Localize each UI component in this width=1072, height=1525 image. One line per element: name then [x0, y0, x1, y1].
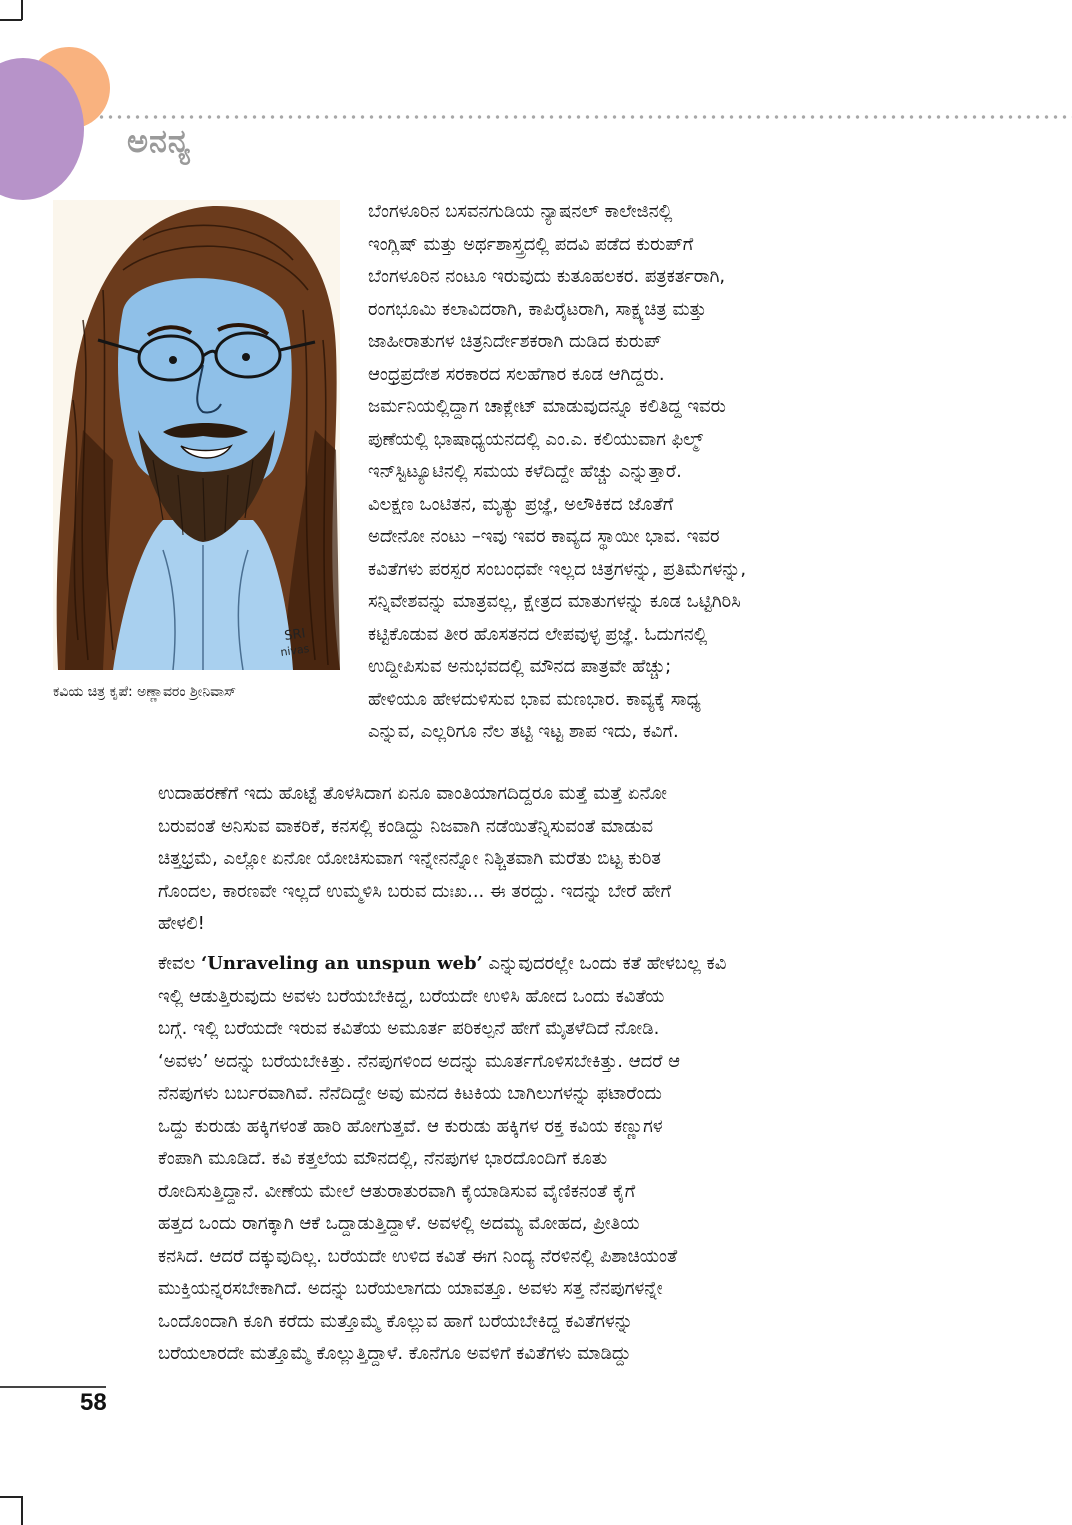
body-paragraph-1: ಬೆಂಗಳೂರಿನ ಬಸವನಗುಡಿಯ ನ್ಯಾಷನಲ್ ಕಾಲೇಜಿನಲ್ಲಿ ಇಂಗ್ಲಿಷ್ ಮತ್ತು ಅರ್ಥಶಾಸ್ತ್ರದಲ್ಲಿ ಪದವಿ ಪಡೆದ ಕುರುಪ್‌ಗೆ ಬೆಂಗಳೂರಿನ ನಂಟೂ ಇರುವುದು ಕುತೂಹಲಕರ. ಪತ್ರಕರ್ತರಾಗಿ, ರಂಗಭೂಮಿ ಕಲಾವಿದರಾಗಿ, ಕಾಪಿರೈಟರಾಗಿ, ಸಾಕ್ಷ್ಯಚಿತ್ರ ಮತ್ತು ಜಾಹೀರಾತುಗಳ ಚಿತ್ರನಿರ್ದೇಶಕರಾಗಿ ದುಡಿದ ಕುರುಪ್ ಆಂಧ್ರಪ್ರದೇಶ ಸರಕಾರದ ಸಲಹೆಗಾರ ಕೂಡ ಆಗಿದ್ದರು. ಜರ್ಮನಿಯಲ್ಲಿದ್ದಾಗ ಚಾಕ್ಲೇಟ್ ಮಾಡುವುದನ್ನೂ ಕಲಿತಿದ್ದ ಇವರು ಪುಣೆಯಲ್ಲಿ ಭಾಷಾಧ್ಯಯನದಲ್ಲಿ ಎಂ.ಎ. ಕಲಿಯುವಾಗ ಫಿಲ್ಮ್ ಇನ್‌ಸ್ಟಿಟ್ಯೂಟಿನಲ್ಲಿ ಸಮಯ ಕಳೆದಿದ್ದೇ ಹೆಚ್ಚು ಎನ್ನುತ್ತಾರೆ. ವಿಲಕ್ಷಣ ಒಂಟಿತನ, ಮೃತ್ಯು ಪ್ರಜ್ಞೆ, ಅಲೌಕಿಕದ ಜೊತೆಗೆ ಅದೇನೋ ನಂಟು –ಇವು ಇವರ ಕಾವ್ಯದ ಸ್ಥಾಯೀ ಭಾವ. ಇವರ ಕವಿತೆಗಳು ಪರಸ್ಪರ ಸಂಬಂಧವೇ ಇಲ್ಲದ ಚಿತ್ರಗಳನ್ನು, ಪ್ರತಿಮೆಗಳನ್ನು, ಸನ್ನಿವೇಶವನ್ನು ಮಾತ್ರವಲ್ಲ, ಕ್ಷೇತ್ರದ ಮಾತುಗಳನ್ನು ಕೂಡ ಒಟ್ಟಿಗಿರಿಸಿ ಕಟ್ಟಿಕೊಡುವ ತೀರ ಹೊಸತನದ ಲೇಪವುಳ್ಳ ಪ್ರಜ್ಞೆ. ಓದುಗನಲ್ಲಿ ಉದ್ದೀಪಿಸುವ ಅನುಭವದಲ್ಲಿ ಮೌನದ ಪಾತ್ರವೇ ಹೆಚ್ಚು; ಹೇಳಿಯೂ ಹೇಳದುಳಿಸುವ ಭಾವ ಮಣಭಾರ. ಕಾವ್ಯಕ್ಕೆ ಸಾಧ್ಯ ಎನ್ನುವ, ಎಲ್ಲರಿಗೂ ನೆಲ ತಟ್ಟಿ ಇಟ್ಟ ಶಾಪ ಇದು, ಕವಿಗೆ. — [368, 201, 747, 742]
paragraph-3-lead: ಕೇವಲ — [158, 953, 201, 974]
crop-mark-bottom-vertical — [21, 1496, 23, 1525]
footer-rule — [0, 1386, 106, 1388]
crop-mark-top-horizontal — [0, 19, 22, 21]
artist-signature: SRI — [283, 626, 307, 644]
paragraph-3-rest: ಎನ್ನುವುದರಲ್ಲೇ ಒಂದು ಕತೆ ಹೇಳಬಲ್ಲ ಕವಿ ಇಲ್ಲಿ ಆಡುತ್ತಿರುವುದು ಅವಳು ಬರೆಯಬೇಕಿದ್ದ, ಬರೆಯದೇ ಉಳಿಸಿ ಹೋದ ಒಂದು ಕವಿತೆಯ ಬಗ್ಗೆ. ಇಲ್ಲಿ ಬರೆಯದೇ ಇರುವ ಕವಿತೆಯ ಅಮೂರ್ತ ಪರಿಕಲ್ಪನೆ ಹೇಗೆ ಮೈತಳೆದಿದೆ ನೋಡಿ. ‘ಅವಳು’ ಅದನ್ನು ಬರೆಯಬೇಕಿತ್ತು. ನೆನಪುಗಳಿಂದ ಅದನ್ನು ಮೂರ್ತಗೊಳಿಸಬೇಕಿತ್ತು. ಆದರೆ ಆ ನೆನಪುಗಳು ಬರ್ಬರವಾಗಿವೆ. ನೆನೆದಿದ್ದೇ ಅವು ಮನದ ಕಿಟಕಿಯ ಬಾಗಿಲುಗಳನ್ನು ಫಟಾರೆಂದು ಒದ್ದು ಕುರುಡು ಹಕ್ಕಿಗಳಂತೆ ಹಾರಿ ಹೋಗುತ್ತವೆ. ಆ ಕುರುಡು ಹಕ್ಕಿಗಳ ರಕ್ತ ಕವಿಯ ಕಣ್ಣುಗಳ ಕೆಂಪಾಗಿ ಮೂಡಿದೆ. ಕವಿ ಕತ್ತಲೆಯ ಮೌನದಲ್ಲಿ, ನೆನಪುಗಳ ಭಾರದೊಂದಿಗೆ ಕೂತು ರೋದಿಸುತ್ತಿದ್ದಾನೆ. ವೀಣೆಯ ಮೇಲೆ ಆತುರಾತುರವಾಗಿ ಕೈಯಾಡಿಸುವ ವೈಣಿಕನಂತೆ ಕೈಗೆ ಹತ್ತದ ಒಂದು ರಾಗಕ್ಕಾಗಿ ಆಕೆ ಒದ್ದಾಡುತ್ತಿದ್ದಾಳೆ. ಅವಳಲ್ಲಿ ಅದಮ್ಯ ಮೋಹದ, ಪ್ರೀತಿಯ ಕನಸಿದೆ. ಆದರೆ ದಕ್ಕುವುದಿಲ್ಲ. ಬರೆಯದೇ ಉಳಿದ ಕವಿತೆ ಈಗ ನಿಂದ್ಯ ನೆರಳಿನಲ್ಲಿ ಪಿಶಾಚಿಯಂತೆ ಮುಕ್ತಿಯನ್ನರಸಬೇಕಾಗಿದೆ. ಅದನ್ನು ಬರೆಯಲಾಗದು ಯಾವತ್ತೂ. ಅವಳು ಸತ್ತ ನೆನಪುಗಳನ್ನೇ ಒಂದೊಂದಾಗಿ ಕೂಗಿ ಕರೆದು ಮತ್ತೊಮ್ಮೆ ಕೊಲ್ಲುವ ಹಾಗೆ ಬರೆಯಬೇಕಿದ್ದ ಕವಿತೆಗಳನ್ನು ಬರೆಯಲಾರದೇ ಮತ್ತೊಮ್ಮೆ ಕೊಲ್ಲುತ್ತಿದ್ದಾಳೆ. ಕೊನೆಗೂ ಅವಳಿಗೆ ಕವಿತೆಗಳು ಮಾಡಿದ್ದು — [158, 953, 727, 1364]
poem-title: ‘Unraveling an unspun web’ — [200, 953, 483, 974]
portrait-caption: ಕವಿಯ ಚಿತ್ರ ಕೃಪೆ: ಅಣ್ಣಾವರಂ ಶ್ರೀನಿವಾಸ್ — [53, 684, 236, 700]
poet-portrait-illustration — [53, 200, 340, 670]
crop-mark-bottom-horizontal — [0, 1496, 22, 1498]
body-paragraph-3 — [158, 948, 928, 1371]
body-paragraph-2: ಉದಾಹರಣೆಗೆ ಇದು ಹೊಟ್ಟೆ ತೊಳಸಿದಾಗ ಏನೂ ವಾಂತಿಯಾಗದಿದ್ದರೂ ಮತ್ತೆ ಮತ್ತೆ ಏನೋ ಬರುವಂತೆ ಅನಿಸುವ ವಾಕರಿಕೆ, ಕನಸಲ್ಲಿ ಕಂಡಿದ್ದು ನಿಜವಾಗಿ ನಡೆಯಿತೆನ್ನಿಸುವಂತೆ ಮಾಡುವ ಚಿತ್ತಭ್ರಮೆ, ಎಲ್ಲೋ ಏನೋ ಯೋಚಿಸುವಾಗ ಇನ್ನೇನನ್ನೋ ನಿಶ್ಚಿತವಾಗಿ ಮರೆತು ಬಿಟ್ಟ ಕುರಿತ ಗೊಂದಲ, ಕಾರಣವೇ ಇಲ್ಲದೆ ಉಮ್ಮಳಿಸಿ ಬರುವ ದುಃಖ... ಈ ತರದ್ದು. ಇದನ್ನು ಬೇರೆ ಹೇಗೆ ಹೇಳಲಿ! — [158, 783, 672, 934]
page-number: 58 — [80, 1389, 107, 1416]
crop-mark-top-vertical — [21, 0, 23, 20]
svg-text:nivas: nivas — [279, 642, 311, 659]
section-title: ಅನನ್ಯ — [127, 122, 192, 160]
portrait-drawing — [53, 200, 340, 670]
dotted-rule — [97, 115, 1072, 119]
